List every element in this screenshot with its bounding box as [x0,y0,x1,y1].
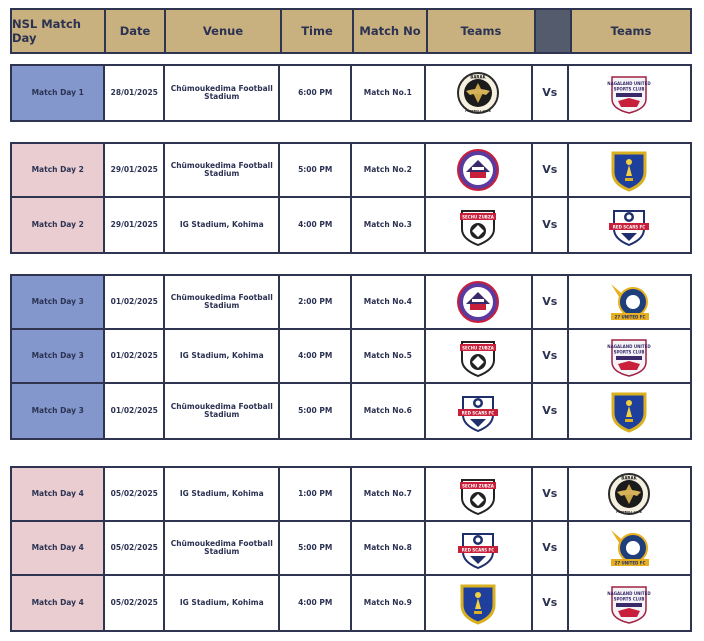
header-venue: Venue [166,10,282,52]
match-no-cell: Match No.4 [352,276,426,328]
home-team-cell [426,144,533,196]
away-team-cell [569,66,690,120]
svg-text:SPORTS CLUB: SPORTS CLUB [613,596,645,602]
match-day-group [10,142,692,254]
time-cell: 2:00 PM [280,276,352,328]
match-no-cell: Match No.2 [352,144,426,196]
venue-cell: Chümoukedima Football Stadium [165,144,280,196]
header-date: Date [106,10,166,52]
table-row [12,330,690,384]
away-team-cell [569,384,690,438]
svg-text:27 UNITED FC: 27 UNITED FC [614,560,646,566]
match-day-group [10,466,692,632]
time-cell: 1:00 PM [280,468,352,520]
svg-text:SPORTS CLUB: SPORTS CLUB [613,349,645,355]
match-day-cell: Match Day 3 [12,384,105,438]
away-team-cell [569,276,690,328]
sechu-zubza-logo-icon [456,203,500,247]
svg-text:BARAK: BARAK [470,74,486,80]
svg-text:NAGALAND UNITED: NAGALAND UNITED [607,81,652,86]
vs-label: Vs [533,66,569,120]
away-team-cell [569,330,690,382]
away-team-cell [569,576,690,630]
home-team-cell [426,576,533,630]
time-cell: 5:00 PM [280,144,352,196]
vs-label: Vs [533,522,569,574]
vs-label: Vs [533,576,569,630]
vs-label: Vs [533,468,569,520]
date-cell: 29/01/2025 [105,144,165,196]
blue-shield-logo-icon [456,581,500,625]
home-team-cell [426,522,533,574]
vs-label: Vs [533,144,569,196]
header-match-day: NSL Match Day [12,10,106,52]
svg-text:SECHU ZUBZA: SECHU ZUBZA [462,214,495,220]
table-row [12,576,690,630]
purple-crest-logo-icon [456,148,500,192]
svg-text:RED SCARS FC: RED SCARS FC [613,224,646,230]
venue-cell: IG Stadium, Kohima [165,468,280,520]
away-team-cell [569,198,690,252]
27-united-fc-logo-icon [607,280,651,324]
venue-cell: Chümoukedima Football Stadium [165,384,280,438]
time-cell: 4:00 PM [280,576,352,630]
time-cell: 5:00 PM [280,384,352,438]
svg-text:27 UNITED FC: 27 UNITED FC [614,314,646,320]
venue-cell: IG Stadium, Kohima [165,330,280,382]
time-cell: 4:00 PM [280,198,352,252]
away-team-cell [569,468,690,520]
match-no-cell: Match No.1 [352,66,426,120]
time-cell: 6:00 PM [280,66,352,120]
barak-fc-logo-icon [456,71,500,115]
header-vs-spacer [536,10,572,52]
home-team-cell [426,330,533,382]
table-row [12,468,690,522]
home-team-cell [426,198,533,252]
blue-shield-logo-icon [607,148,651,192]
match-no-cell: Match No.7 [352,468,426,520]
time-cell: 5:00 PM [280,522,352,574]
match-day-cell: Match Day 2 [12,144,105,196]
home-team-cell [426,384,533,438]
match-day-cell: Match Day 3 [12,276,105,328]
match-day-cell: Match Day 1 [12,66,105,120]
date-cell: 28/01/2025 [105,66,165,120]
table-row [12,384,690,438]
date-cell: 01/02/2025 [105,330,165,382]
nagaland-united-sc-logo-icon [607,71,651,115]
vs-label: Vs [533,330,569,382]
header-teams-home: Teams [428,10,536,52]
svg-text:NAGALAND UNITED: NAGALAND UNITED [607,344,652,349]
nagaland-united-sc-logo-icon [607,334,651,378]
sechu-zubza-logo-icon [456,472,500,516]
table-row [12,198,690,252]
svg-text:BARAK: BARAK [621,475,638,481]
match-no-cell: Match No.3 [352,198,426,252]
svg-text:NAGALAND UNITED: NAGALAND UNITED [607,591,652,596]
match-day-group [10,274,692,440]
svg-text:RED SCARS FC: RED SCARS FC [462,547,495,553]
table-row [12,522,690,576]
match-day-cell: Match Day 4 [12,468,105,520]
date-cell: 05/02/2025 [105,576,165,630]
match-no-cell: Match No.6 [352,384,426,438]
date-cell: 05/02/2025 [105,468,165,520]
away-team-cell [569,144,690,196]
27-united-fc-logo-icon [607,526,651,570]
date-cell: 05/02/2025 [105,522,165,574]
table-row [12,144,690,198]
svg-text:SPORTS CLUB: SPORTS CLUB [613,86,645,92]
match-day-cell: Match Day 4 [12,522,105,574]
table-header [10,8,692,54]
date-cell: 01/02/2025 [105,384,165,438]
home-team-cell [426,276,533,328]
sechu-zubza-logo-icon [456,334,500,378]
vs-label: Vs [533,384,569,438]
venue-cell: Chümoukedima Football Stadium [165,276,280,328]
match-no-cell: Match No.8 [352,522,426,574]
table-row [12,276,690,330]
time-cell: 4:00 PM [280,330,352,382]
home-team-cell [426,66,533,120]
venue-cell: Chümoukedima Football Stadium [165,522,280,574]
svg-text:SECHU ZUBZA: SECHU ZUBZA [462,483,495,489]
svg-text:SECHU ZUBZA: SECHU ZUBZA [462,345,495,351]
nagaland-united-sc-logo-icon [607,581,651,625]
red-scars-fc-logo-icon [456,526,500,570]
vs-label: Vs [533,198,569,252]
venue-cell: IG Stadium, Kohima [165,576,280,630]
match-no-cell: Match No.5 [352,330,426,382]
svg-text:FOOTBALL CLUB: FOOTBALL CLUB [465,109,492,113]
home-team-cell [426,468,533,520]
barak-fc-logo-icon [607,472,651,516]
header-teams-away: Teams [572,10,690,52]
header-match-no: Match No [354,10,428,52]
red-scars-fc-logo-icon [607,203,651,247]
match-day-cell: Match Day 4 [12,576,105,630]
match-day-group [10,64,692,122]
date-cell: 01/02/2025 [105,276,165,328]
venue-cell: Chümoukedima Football Stadium [165,66,280,120]
header-time: Time [282,10,354,52]
venue-cell: IG Stadium, Kohima [165,198,280,252]
purple-crest-logo-icon [456,280,500,324]
match-day-cell: Match Day 2 [12,198,105,252]
svg-text:FOOTBALL CLUB: FOOTBALL CLUB [616,510,643,514]
match-day-cell: Match Day 3 [12,330,105,382]
vs-label: Vs [533,276,569,328]
match-no-cell: Match No.9 [352,576,426,630]
table-row [12,66,690,120]
blue-shield-logo-icon [607,389,651,433]
date-cell: 29/01/2025 [105,198,165,252]
svg-text:RED SCARS FC: RED SCARS FC [462,410,495,416]
red-scars-fc-logo-icon [456,389,500,433]
away-team-cell [569,522,690,574]
